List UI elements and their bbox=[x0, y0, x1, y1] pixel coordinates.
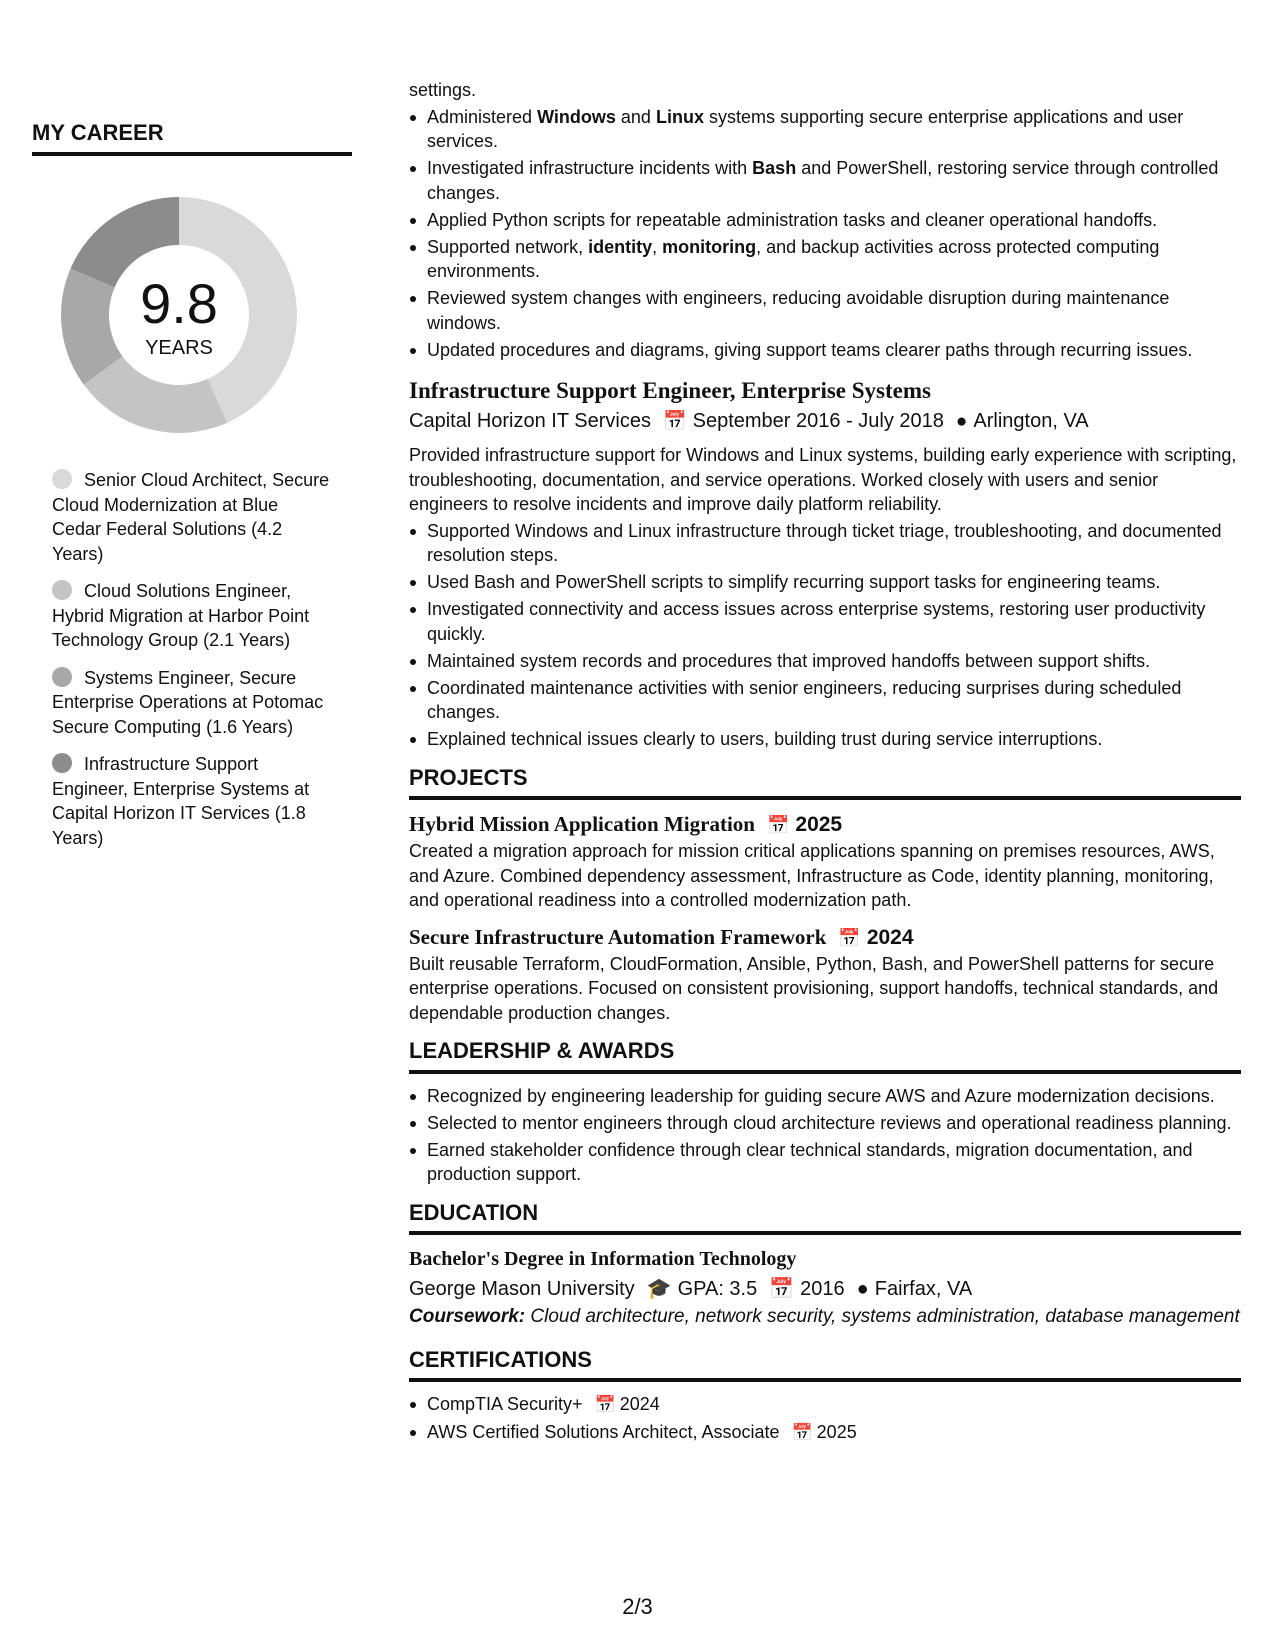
bullet-text: and PowerShell, restoring service through controlled changes. bbox=[427, 158, 1219, 203]
calendar-icon: 📅 bbox=[766, 815, 790, 835]
school-name: George Mason University bbox=[409, 1278, 635, 1300]
total-years-unit: YEARS bbox=[145, 337, 213, 359]
coursework-label: Coursework: bbox=[409, 1306, 526, 1327]
project-title bbox=[409, 810, 1241, 839]
cert-name: CompTIA Security+ bbox=[427, 1394, 583, 1414]
job-title: Infrastructure Support Engineer, Enterprise Systems bbox=[409, 378, 931, 403]
bullet-bold: identity bbox=[588, 236, 653, 257]
cert-name: AWS Certified Solutions Architect, Associate bbox=[427, 1422, 780, 1442]
section-heading-education: EDUCATION bbox=[409, 1201, 1241, 1236]
career-sidebar bbox=[32, 120, 352, 863]
legend-item bbox=[52, 468, 332, 566]
job-bullets bbox=[409, 519, 1241, 752]
gpa: GPA: 3.5 bbox=[677, 1278, 758, 1300]
school-location: Fairfax, VA bbox=[874, 1278, 973, 1300]
list-item bbox=[409, 1392, 1241, 1418]
list-item: Investigated connectivity and access issues across enterprise systems, restoring user productivity quickly. bbox=[409, 597, 1241, 646]
legend-label: Systems Engineer, Secure Enterprise Operations at Potomac Secure Computing (1.6 Years) bbox=[52, 667, 324, 737]
legend-label: Cloud Solutions Engineer, Hybrid Migration at Harbor Point Technology Group (2.1 Years) bbox=[52, 581, 310, 650]
graduation-cap-icon: 🎓 bbox=[646, 1278, 672, 1300]
list-item: Explained technical issues clearly to users, building trust during service interruptions. bbox=[409, 727, 1241, 752]
bullet-text: systems supporting secure enterprise applications and user services. bbox=[427, 106, 1184, 151]
project-title bbox=[409, 923, 1241, 952]
career-legend bbox=[52, 468, 332, 850]
bullet-text: Investigated infrastructure incidents with bbox=[427, 158, 753, 178]
bullet-text: Updated procedures and diagrams, giving support teams clearer paths through recurring issues. bbox=[427, 339, 1193, 360]
bullet-bold: monitoring bbox=[662, 236, 757, 257]
list-item: Maintained system records and procedures that improved handoffs between support shifts. bbox=[409, 649, 1241, 674]
calendar-icon: 📅 bbox=[838, 927, 861, 948]
bullet-text: Reviewed system changes with engineers, reducing avoidable disruption during maintenance windows. bbox=[427, 288, 1170, 333]
list-item bbox=[409, 286, 1241, 335]
list-item: Earned stakeholder confidence through clear technical standards, migration documentation, and production support. bbox=[409, 1138, 1241, 1187]
donut-center bbox=[54, 190, 304, 440]
bullet-bold: Bash bbox=[752, 158, 797, 178]
total-years-value: 9.8 bbox=[140, 272, 218, 335]
career-donut-chart bbox=[54, 190, 304, 440]
list-item bbox=[409, 105, 1241, 154]
map-pin-icon: ● bbox=[955, 411, 968, 432]
legend-dot bbox=[52, 667, 72, 687]
list-item: Supported Windows and Linux infrastructure through ticket triage, troubleshooting, and documented resolution steps. bbox=[409, 519, 1241, 568]
bullet-text: Administered bbox=[427, 106, 538, 127]
job-summary: Provided infrastructure support for Windows and Linux systems, building early experience with scripting, troubleshooting, documentation, and service operations. Worked closely with users and senior engineers to resolve incidents and improve daily platform reliability. bbox=[409, 445, 1237, 514]
continued-text: settings. bbox=[409, 80, 477, 100]
bullet-text: , and backup activities across protected computing environments. bbox=[427, 236, 1160, 281]
education-meta bbox=[409, 1273, 1241, 1305]
company-name: Capital Horizon IT Services bbox=[409, 410, 651, 432]
job-dates: September 2016 - July 2018 bbox=[692, 410, 944, 432]
job-meta bbox=[409, 406, 1241, 437]
project-name: Hybrid Mission Application Migration bbox=[409, 812, 755, 836]
project-year: 2024 bbox=[866, 925, 914, 949]
list-item bbox=[409, 1420, 1241, 1446]
project-description: Created a migration approach for mission critical applications spanning on premises resources, AWS, and Azure. Combined dependency assessment, Infrastructure as Code, identity planning, monitoring, and operational readiness into a controlled modernization path. bbox=[409, 841, 1215, 910]
main-column bbox=[409, 78, 1241, 1448]
calendar-icon: 📅 bbox=[662, 411, 687, 432]
legend-dot bbox=[52, 469, 72, 489]
graduation-year: 2016 bbox=[800, 1278, 845, 1300]
list-item: Selected to mentor engineers through cloud architecture reviews and operational readiness planning. bbox=[409, 1111, 1241, 1136]
legend-item bbox=[52, 752, 332, 850]
list-item: Used Bash and PowerShell scripts to simplify recurring support tasks for engineering teams. bbox=[409, 570, 1241, 595]
list-item bbox=[409, 156, 1241, 205]
legend-label: Senior Cloud Architect, Secure Cloud Modernization at Blue Cedar Federal Solutions (4.2 Years) bbox=[52, 470, 330, 564]
project-name: Secure Infrastructure Automation Framework bbox=[409, 924, 827, 949]
calendar-icon: 📅 bbox=[594, 1395, 616, 1414]
list-item: Recognized by engineering leadership for guiding secure AWS and Azure modernization decisions. bbox=[409, 1084, 1241, 1109]
job-location: Arlington, VA bbox=[973, 410, 1089, 432]
certification-list bbox=[409, 1392, 1241, 1446]
legend-dot bbox=[52, 753, 72, 773]
page-number: 2/3 bbox=[622, 1594, 653, 1619]
legend-item bbox=[52, 666, 332, 740]
sidebar-title: MY CAREER bbox=[32, 120, 352, 156]
previous-job-bullets bbox=[409, 105, 1241, 363]
section-heading-leadership: LEADERSHIP & AWARDS bbox=[409, 1039, 1241, 1074]
calendar-icon: 📅 bbox=[769, 1278, 795, 1300]
calendar-icon: 📅 bbox=[791, 1423, 813, 1442]
bullet-text: and bbox=[615, 106, 656, 127]
legend-label: Infrastructure Support Engineer, Enterprise Systems at Capital Horizon IT Services (1.8 Years) bbox=[52, 754, 310, 848]
bullet-text: Applied Python scripts for repeatable administration tasks and cleaner operational handoffs. bbox=[427, 209, 1158, 230]
list-item bbox=[409, 208, 1241, 233]
coursework bbox=[409, 1305, 1241, 1330]
cert-year: 2024 bbox=[619, 1394, 660, 1414]
map-pin-icon: ● bbox=[856, 1278, 869, 1300]
coursework-text: Cloud architecture, network security, systems administration, database management bbox=[525, 1306, 1240, 1327]
degree-title: Bachelor's Degree in Information Technology bbox=[409, 1248, 797, 1270]
bullet-text: Supported network, bbox=[427, 236, 589, 257]
section-heading-projects: PROJECTS bbox=[409, 766, 1241, 801]
cert-year: 2025 bbox=[816, 1422, 857, 1442]
project-year: 2025 bbox=[795, 813, 843, 836]
project-description: Built reusable Terraform, CloudFormation, Ansible, Python, Bash, and PowerShell patterns for secure enterprise operations. Focused on consistent provisioning, support handoffs, technical standards, and dependable production changes. bbox=[409, 953, 1219, 1023]
legend-item bbox=[52, 579, 332, 653]
bullet-text: , bbox=[652, 236, 663, 257]
leadership-bullets bbox=[409, 1084, 1241, 1187]
bullet-bold: Linux bbox=[655, 106, 704, 127]
list-item bbox=[409, 235, 1241, 284]
bullet-bold: Windows bbox=[537, 106, 616, 127]
list-item bbox=[409, 338, 1241, 363]
section-heading-certifications: CERTIFICATIONS bbox=[409, 1348, 1241, 1383]
legend-dot bbox=[52, 580, 72, 600]
list-item: Coordinated maintenance activities with senior engineers, reducing surprises during scheduled changes. bbox=[409, 676, 1241, 725]
